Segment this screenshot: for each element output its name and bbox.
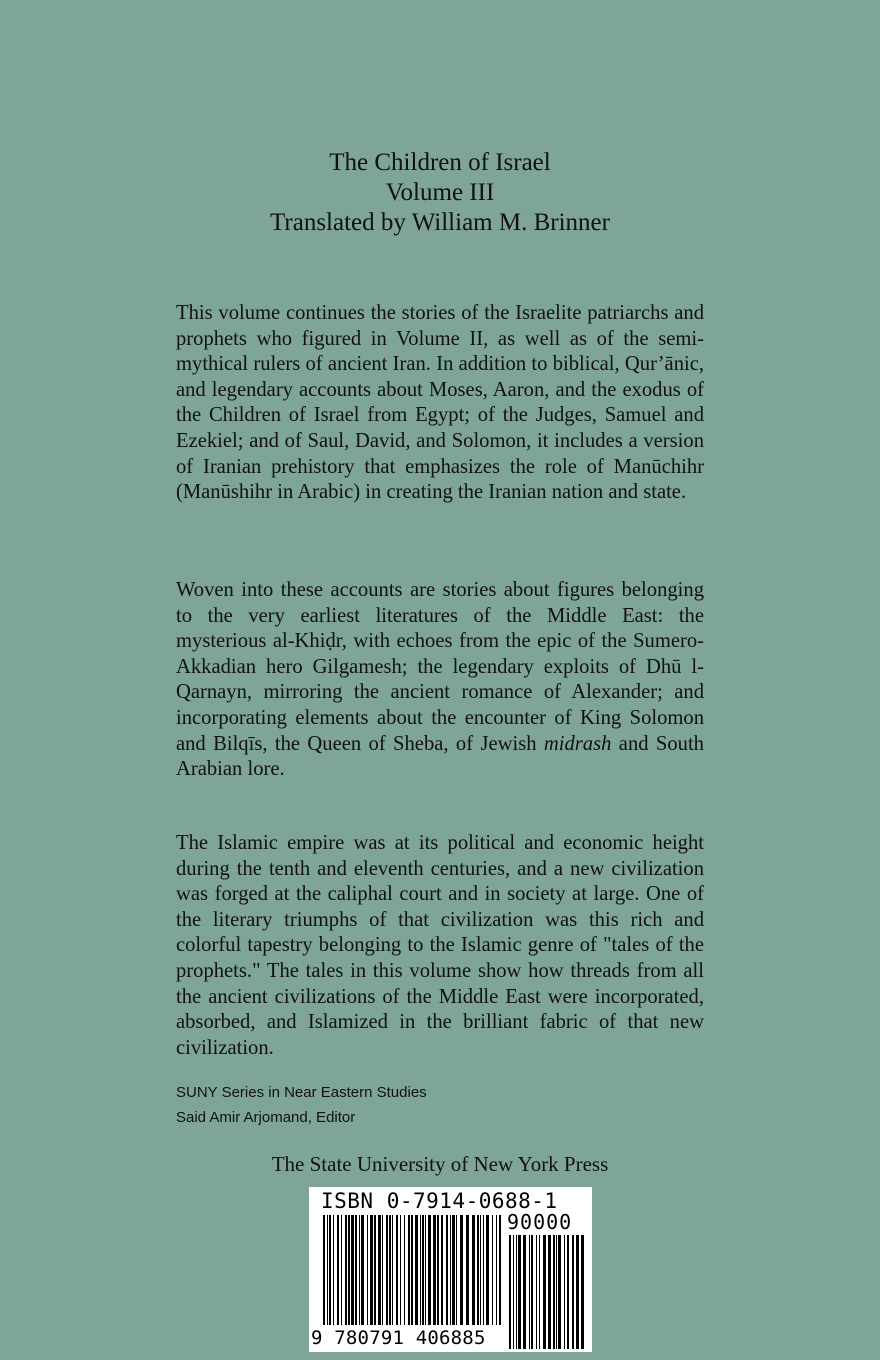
barcode-bar	[415, 1215, 418, 1325]
title-block	[0, 148, 880, 238]
paragraph-text: This volume continues the stories of the Israelite patriarchs and prophets who figured in Volume II, as well as of the semi-mythical rulers of ancient Iran. In addition to biblical, Qur’ānic, and legendary accounts about Moses, Aaron, and the exodus of the Children of Israel from Egypt; of the Judges, Samuel and Ezekiel; and of Saul, David, and Solomon, it includes a version of Iranian prehistory that emphasizes the role of Manūchihr (Manūshihr in Arabic) in creating the Iranian nation and state.	[176, 302, 704, 504]
ean-number: 9 780791 406885	[311, 1327, 486, 1349]
barcode-bar	[472, 1215, 475, 1325]
barcode-bar	[441, 1215, 443, 1325]
barcode-bar	[348, 1215, 350, 1325]
barcode-bar	[392, 1215, 393, 1325]
barcode-bar	[516, 1235, 517, 1349]
series-name: SUNY Series in Near Eastern Studies	[176, 1084, 427, 1101]
barcode-bar	[323, 1215, 325, 1325]
barcode-bar	[543, 1235, 546, 1349]
barcode-bar	[428, 1215, 431, 1325]
barcode-bar	[437, 1215, 439, 1325]
barcode-bar	[529, 1235, 530, 1349]
paragraph-text-part: and South Arabian lore.	[176, 732, 704, 781]
barcode-bar	[378, 1215, 381, 1325]
barcode-bar	[355, 1215, 357, 1325]
barcode-bar	[420, 1215, 421, 1325]
barcode-bar	[382, 1215, 383, 1325]
barcode-bar	[408, 1215, 410, 1325]
barcode-bar	[351, 1215, 354, 1325]
description-paragraph-2	[176, 578, 704, 783]
barcode-bar	[327, 1215, 328, 1325]
barcode-bar	[556, 1235, 557, 1349]
volume-label: Volume III	[385, 179, 495, 206]
barcode-bar	[572, 1235, 574, 1349]
barcode-bar	[480, 1215, 481, 1325]
series-editor: Said Amir Arjomand, Editor	[176, 1109, 356, 1126]
barcode-bar	[452, 1215, 455, 1325]
description-paragraph-3	[176, 831, 704, 1061]
barcode-bar	[333, 1215, 334, 1325]
barcode-bar	[386, 1215, 388, 1325]
barcode-bar	[483, 1215, 484, 1325]
barcode-bar	[456, 1215, 457, 1325]
barcode-bar	[581, 1235, 584, 1349]
barcode-bar	[466, 1215, 469, 1325]
barcode-bar	[450, 1215, 451, 1325]
barcode-bar	[361, 1215, 364, 1325]
barcode-bar	[531, 1235, 533, 1349]
isbn-number: ISBN 0-7914-0688-1	[321, 1189, 558, 1213]
barcode-bar	[496, 1215, 497, 1325]
description-paragraph-1	[176, 301, 704, 506]
barcode-bar	[389, 1215, 391, 1325]
barcode-bar	[553, 1235, 555, 1349]
price-addon-number: 90000	[507, 1210, 573, 1234]
barcode-bar	[513, 1235, 514, 1349]
barcode-bar	[518, 1235, 521, 1349]
barcode-bar	[558, 1235, 561, 1349]
barcode-bar	[486, 1215, 489, 1325]
barcode-bar	[567, 1235, 569, 1349]
barcode-bar	[433, 1215, 436, 1325]
barcode-bar	[359, 1215, 360, 1325]
barcode-bar	[425, 1215, 426, 1325]
barcode-bar	[422, 1215, 424, 1325]
paragraph-text-part: Woven into these accounts are stories about figures belonging to the very earliest literatures of the Middle East: the mysterious al-Khiḍr, with echoes from the epic of the Sumero-Akkadian hero Gilgamesh; the legendary exploits of Dhū l-Qarnayn, mirroring the ancient romance of Alexander; and incorporating elements about the encounter of King Solomon and Bilqīs, the Queen of Sheba, of Jewish	[176, 579, 704, 755]
barcode-bar	[400, 1215, 401, 1325]
barcode-bar	[396, 1215, 398, 1325]
translator-line: Translated by William M. Brinner	[270, 209, 610, 236]
barcode-bar	[539, 1235, 540, 1349]
publisher-name: The State University of New York Press	[271, 1152, 609, 1176]
book-title: The Children of Israel	[329, 149, 551, 176]
barcode-bar	[536, 1235, 537, 1349]
barcode-bar	[564, 1235, 565, 1349]
barcode-bar	[499, 1215, 501, 1325]
paragraph-text: The Islamic empire was at its political and economic height during the tenth and eleventh centuries, and a new civilization was forged at the caliphal court and in society at large. One of the literary triumphs of that civilization was this rich and colorful tapestry belonging to the Islamic genre of "tales of the prophets." The tales in this volume show how threads from all the ancient civilizations of the Middle East were incorporated, absorbed, and Islamized in the brilliant fabric of that new civilization.	[176, 832, 704, 1059]
series-info	[176, 1080, 427, 1130]
barcode-bar	[367, 1215, 368, 1325]
barcode-bar	[345, 1215, 347, 1325]
italic-term: midrash	[543, 732, 612, 755]
paragraph-text	[176, 578, 704, 783]
barcode-bar	[374, 1215, 376, 1325]
barcode-bar	[337, 1215, 339, 1325]
barcode-bar	[411, 1215, 413, 1325]
barcode-bar	[509, 1235, 511, 1349]
isbn-barcode	[309, 1187, 592, 1352]
barcode-bar	[446, 1215, 448, 1325]
barcode-bar	[548, 1235, 551, 1349]
barcode-bar	[576, 1235, 579, 1349]
barcode-bar	[523, 1235, 526, 1349]
barcode-bar	[460, 1215, 463, 1325]
barcode-bar	[404, 1215, 405, 1325]
barcode-bar	[341, 1215, 342, 1325]
barcode-bar	[492, 1215, 493, 1325]
barcode-bar	[370, 1215, 373, 1325]
barcode-bar	[477, 1215, 479, 1325]
barcode-bar	[329, 1215, 331, 1325]
